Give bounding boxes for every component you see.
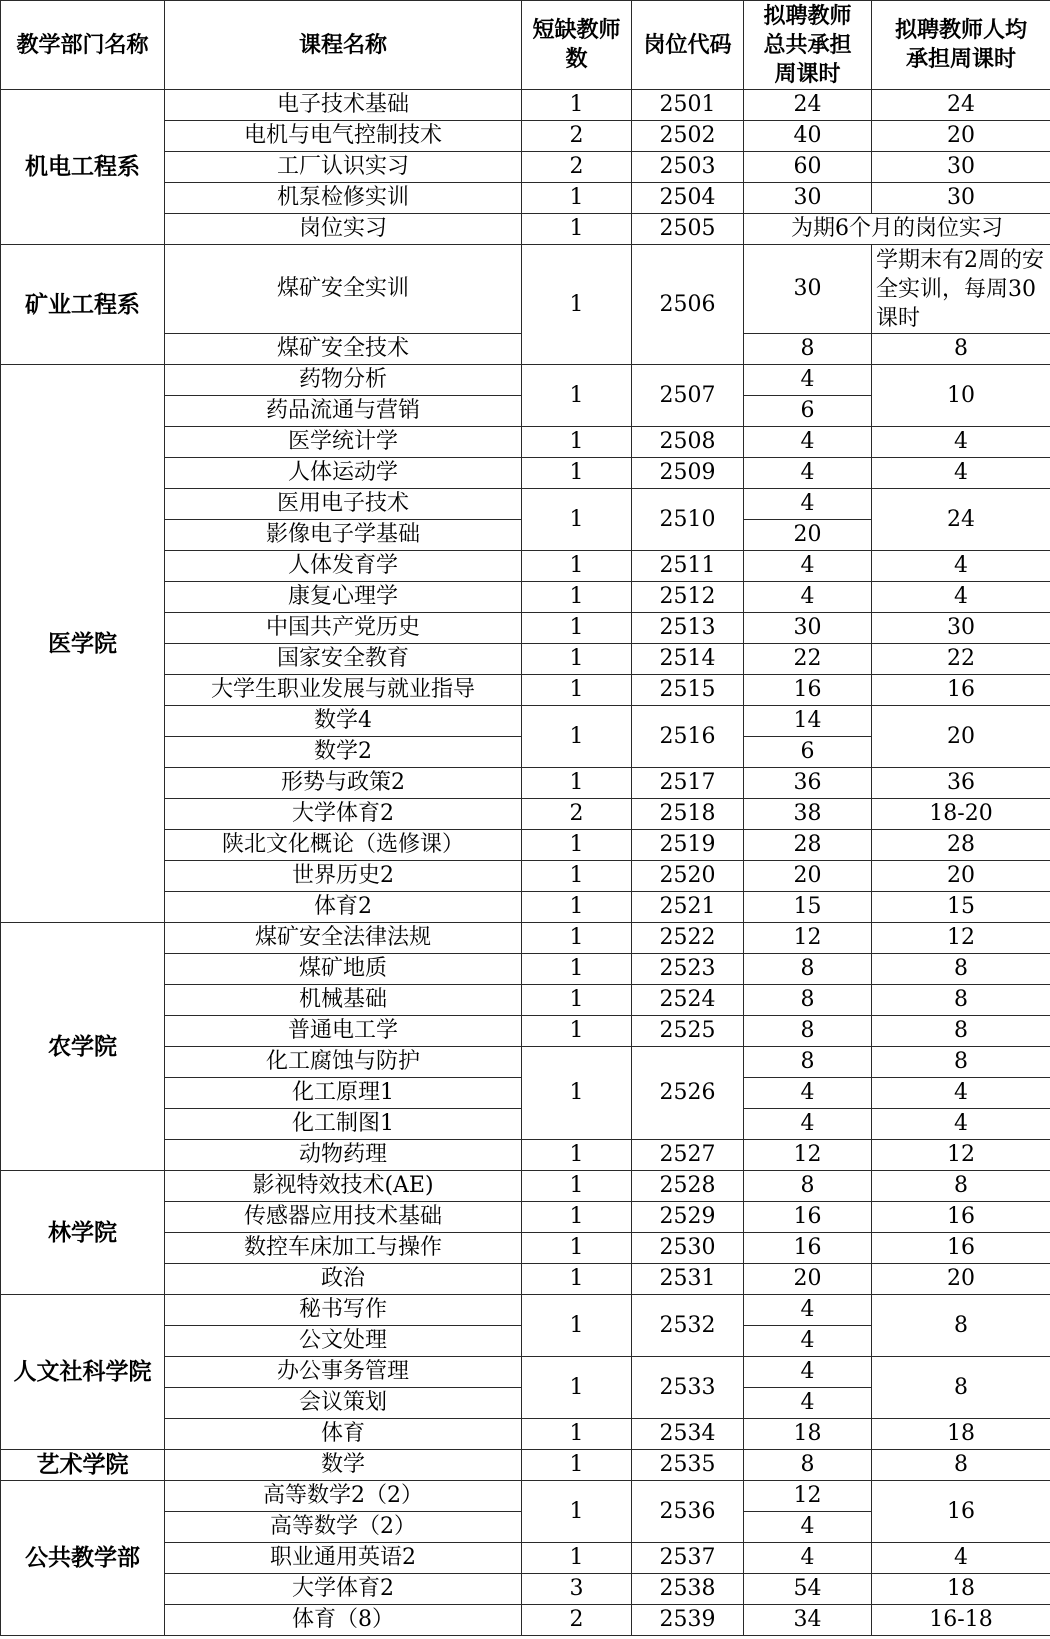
course-cell: 影像电子学基础 [165,520,522,551]
avg-hours-cell: 20 [872,121,1050,152]
total-hours-cell: 30 [744,183,872,214]
total-hours-cell: 4 [744,1295,872,1326]
course-cell: 化工腐蚀与防护 [165,1047,522,1078]
shortage-cell: 1 [522,551,632,582]
total-hours-cell: 8 [744,1450,872,1481]
shortage-cell: 1 [522,245,632,365]
course-cell: 中国共产党历史 [165,613,522,644]
total-hours-cell: 12 [744,1140,872,1171]
total-hours-cell: 4 [744,1109,872,1140]
code-cell: 2539 [632,1605,744,1636]
avg-hours-cell: 8 [872,954,1050,985]
code-cell: 2524 [632,985,744,1016]
shortage-cell: 1 [522,1295,632,1357]
shortage-cell: 1 [522,861,632,892]
code-cell: 2515 [632,675,744,706]
header-shortage: 短缺教师 数 [522,1,632,90]
code-cell: 2530 [632,1233,744,1264]
shortage-cell: 1 [522,90,632,121]
course-cell: 人体运动学 [165,458,522,489]
dept-cell: 农学院 [1,923,165,1171]
code-cell: 2520 [632,861,744,892]
total-hours-cell: 24 [744,90,872,121]
shortage-cell: 1 [522,1264,632,1295]
code-cell: 2535 [632,1450,744,1481]
table-row [1,1481,1050,1512]
avg-hours-cell: 16 [872,1481,1050,1543]
total-hours-cell: 8 [744,334,872,365]
code-cell: 2536 [632,1481,744,1543]
course-cell: 工厂认识实习 [165,152,522,183]
shortage-cell: 1 [522,183,632,214]
shortage-cell: 1 [522,830,632,861]
shortage-cell: 1 [522,675,632,706]
course-cell: 机械基础 [165,985,522,1016]
code-cell: 2522 [632,923,744,954]
code-cell: 2504 [632,183,744,214]
course-cell: 煤矿安全法律法规 [165,923,522,954]
total-hours-cell: 30 [744,613,872,644]
total-hours-cell: 4 [744,427,872,458]
shortage-cell: 1 [522,892,632,923]
avg-hours-cell: 4 [872,1109,1050,1140]
merged-hours-cell: 为期6个月的岗位实习 [744,214,1050,245]
avg-hours-cell: 18-20 [872,799,1050,830]
course-cell: 煤矿安全技术 [165,334,522,365]
header-dept: 教学部门名称 [1,1,165,90]
course-cell: 数学 [165,1450,522,1481]
avg-hours-cell: 4 [872,1543,1050,1574]
total-hours-cell: 40 [744,121,872,152]
course-cell: 煤矿安全实训 [165,245,522,334]
header-row [1,1,1050,90]
avg-hours-cell: 8 [872,985,1050,1016]
shortage-cell: 3 [522,1574,632,1605]
course-cell: 秘书写作 [165,1295,522,1326]
shortage-cell: 1 [522,582,632,613]
shortage-cell: 1 [522,768,632,799]
code-cell: 2519 [632,830,744,861]
course-cell: 普通电工学 [165,1016,522,1047]
code-cell: 2513 [632,613,744,644]
header-course: 课程名称 [165,1,522,90]
total-hours-cell: 12 [744,1481,872,1512]
dept-cell: 医学院 [1,365,165,923]
shortage-cell: 2 [522,152,632,183]
table-row [1,245,1050,334]
code-cell: 2514 [632,644,744,675]
total-hours-cell: 4 [744,1543,872,1574]
total-hours-cell: 16 [744,1202,872,1233]
course-cell: 药品流通与营销 [165,396,522,427]
total-hours-cell: 8 [744,1047,872,1078]
avg-hours-cell: 28 [872,830,1050,861]
table-row [1,90,1050,121]
course-cell: 形势与政策2 [165,768,522,799]
course-cell: 职业通用英语2 [165,1543,522,1574]
table-row [1,1171,1050,1202]
course-cell: 数学4 [165,706,522,737]
avg-hours-cell: 12 [872,1140,1050,1171]
course-cell: 国家安全教育 [165,644,522,675]
avg-hours-cell: 4 [872,582,1050,613]
avg-hours-cell: 16-18 [872,1605,1050,1636]
avg-hours-cell: 4 [872,458,1050,489]
shortage-cell: 1 [522,489,632,551]
course-cell: 大学体育2 [165,1574,522,1605]
avg-hours-cell: 4 [872,551,1050,582]
course-cell: 药物分析 [165,365,522,396]
dept-cell: 矿业工程系 [1,245,165,365]
course-cell: 体育2 [165,892,522,923]
code-cell: 2528 [632,1171,744,1202]
total-hours-cell: 34 [744,1605,872,1636]
shortage-cell: 2 [522,121,632,152]
code-cell: 2516 [632,706,744,768]
avg-hours-cell: 8 [872,1047,1050,1078]
code-cell: 2517 [632,768,744,799]
course-cell: 康复心理学 [165,582,522,613]
total-hours-cell: 14 [744,706,872,737]
avg-hours-cell: 8 [872,1016,1050,1047]
total-hours-cell: 15 [744,892,872,923]
shortage-cell: 1 [522,613,632,644]
shortage-cell: 2 [522,799,632,830]
code-cell: 2525 [632,1016,744,1047]
total-hours-cell: 36 [744,768,872,799]
course-cell: 高等数学2（2） [165,1481,522,1512]
shortage-cell: 1 [522,644,632,675]
total-hours-cell: 8 [744,985,872,1016]
total-hours-cell: 18 [744,1419,872,1450]
code-cell: 2534 [632,1419,744,1450]
avg-hours-cell: 16 [872,675,1050,706]
avg-hours-cell: 30 [872,152,1050,183]
total-hours-cell: 8 [744,1016,872,1047]
total-hours-cell: 28 [744,830,872,861]
course-cell: 大学体育2 [165,799,522,830]
code-cell: 2512 [632,582,744,613]
shortage-cell: 1 [522,706,632,768]
total-hours-cell: 12 [744,923,872,954]
shortage-cell: 1 [522,427,632,458]
course-cell: 数学2 [165,737,522,768]
shortage-cell: 1 [522,214,632,245]
shortage-cell: 2 [522,1605,632,1636]
code-cell: 2508 [632,427,744,458]
code-cell: 2507 [632,365,744,427]
avg-hours-cell: 20 [872,861,1050,892]
avg-hours-cell: 30 [872,613,1050,644]
total-hours-cell: 4 [744,365,872,396]
avg-hours-cell: 20 [872,706,1050,768]
course-cell: 高等数学（2） [165,1512,522,1543]
course-cell: 医学统计学 [165,427,522,458]
total-hours-cell: 4 [744,1357,872,1388]
table-row [1,365,1050,396]
avg-hours-cell: 4 [872,1078,1050,1109]
avg-hours-cell: 12 [872,923,1050,954]
code-cell: 2510 [632,489,744,551]
avg-hours-cell: 22 [872,644,1050,675]
total-hours-cell: 30 [744,245,872,334]
course-cell: 人体发育学 [165,551,522,582]
code-cell: 2521 [632,892,744,923]
total-hours-cell: 4 [744,458,872,489]
avg-hours-cell: 30 [872,183,1050,214]
course-cell: 化工制图1 [165,1109,522,1140]
shortage-cell: 1 [522,954,632,985]
avg-hours-cell: 8 [872,1357,1050,1419]
course-cell: 数控车床加工与操作 [165,1233,522,1264]
code-cell: 2529 [632,1202,744,1233]
total-hours-cell: 4 [744,1512,872,1543]
table-row [1,1450,1050,1481]
dept-cell: 林学院 [1,1171,165,1295]
total-hours-cell: 8 [744,1171,872,1202]
shortage-cell: 1 [522,365,632,427]
code-cell: 2527 [632,1140,744,1171]
header-code: 岗位代码 [632,1,744,90]
course-cell: 体育 [165,1419,522,1450]
total-hours-cell: 16 [744,1233,872,1264]
header-total: 拟聘教师 总共承担 周课时 [744,1,872,90]
dept-cell: 公共教学部 [1,1481,165,1636]
course-cell: 办公事务管理 [165,1357,522,1388]
course-cell: 陕北文化概论（选修课） [165,830,522,861]
total-hours-cell: 6 [744,737,872,768]
avg-hours-cell: 15 [872,892,1050,923]
total-hours-cell: 22 [744,644,872,675]
course-cell: 化工原理1 [165,1078,522,1109]
code-cell: 2537 [632,1543,744,1574]
course-cell: 政治 [165,1264,522,1295]
total-hours-cell: 20 [744,1264,872,1295]
total-hours-cell: 4 [744,489,872,520]
course-cell: 煤矿地质 [165,954,522,985]
shortage-cell: 1 [522,985,632,1016]
course-cell: 体育（8） [165,1605,522,1636]
code-cell: 2506 [632,245,744,365]
total-hours-cell: 20 [744,861,872,892]
total-hours-cell: 54 [744,1574,872,1605]
total-hours-cell: 4 [744,551,872,582]
avg-hours-cell: 8 [872,334,1050,365]
avg-hours-cell: 8 [872,1171,1050,1202]
course-cell: 会议策划 [165,1388,522,1419]
code-cell: 2501 [632,90,744,121]
code-cell: 2531 [632,1264,744,1295]
shortage-cell: 1 [522,1450,632,1481]
shortage-cell: 1 [522,1140,632,1171]
avg-hours-cell: 16 [872,1202,1050,1233]
course-cell: 医用电子技术 [165,489,522,520]
shortage-cell: 1 [522,1016,632,1047]
avg-hours-cell: 16 [872,1233,1050,1264]
header-avg: 拟聘教师人均 承担周课时 [872,1,1050,90]
avg-hours-cell: 36 [872,768,1050,799]
total-hours-cell: 4 [744,1078,872,1109]
course-cell: 公文处理 [165,1326,522,1357]
code-cell: 2503 [632,152,744,183]
code-cell: 2532 [632,1295,744,1357]
shortage-cell: 1 [522,1419,632,1450]
shortage-cell: 1 [522,1202,632,1233]
code-cell: 2509 [632,458,744,489]
avg-hours-cell: 18 [872,1419,1050,1450]
total-hours-cell: 20 [744,520,872,551]
avg-hours-cell: 10 [872,365,1050,427]
dept-cell: 机电工程系 [1,90,165,245]
shortage-cell: 1 [522,1481,632,1543]
course-cell: 电子技术基础 [165,90,522,121]
shortage-cell: 1 [522,1233,632,1264]
total-hours-cell: 4 [744,1388,872,1419]
avg-hours-cell: 4 [872,427,1050,458]
total-hours-cell: 4 [744,1326,872,1357]
avg-hours-cell: 8 [872,1450,1050,1481]
shortage-cell: 1 [522,1357,632,1419]
total-hours-cell: 38 [744,799,872,830]
shortage-cell: 1 [522,1171,632,1202]
course-cell: 大学生职业发展与就业指导 [165,675,522,706]
course-cell: 电机与电气控制技术 [165,121,522,152]
course-cell: 世界历史2 [165,861,522,892]
shortage-cell: 1 [522,458,632,489]
shortage-cell: 1 [522,1543,632,1574]
total-hours-cell: 4 [744,582,872,613]
avg-hours-cell: 8 [872,1295,1050,1357]
course-cell: 动物药理 [165,1140,522,1171]
table-row [1,1295,1050,1326]
code-cell: 2523 [632,954,744,985]
code-cell: 2533 [632,1357,744,1419]
total-hours-cell: 6 [744,396,872,427]
total-hours-cell: 60 [744,152,872,183]
course-cell: 岗位实习 [165,214,522,245]
total-hours-cell: 8 [744,954,872,985]
code-cell: 2505 [632,214,744,245]
avg-hours-cell: 学期末有2周的安全实训，每周30课时 [872,245,1050,334]
code-cell: 2538 [632,1574,744,1605]
code-cell: 2511 [632,551,744,582]
avg-hours-cell: 24 [872,90,1050,121]
shortage-cell: 1 [522,923,632,954]
dept-cell: 艺术学院 [1,1450,165,1481]
table-row [1,923,1050,954]
course-cell: 传感器应用技术基础 [165,1202,522,1233]
code-cell: 2526 [632,1047,744,1140]
course-cell: 影视特效技术(AE) [165,1171,522,1202]
avg-hours-cell: 18 [872,1574,1050,1605]
dept-cell: 人文社科学院 [1,1295,165,1450]
avg-hours-cell: 20 [872,1264,1050,1295]
total-hours-cell: 16 [744,675,872,706]
code-cell: 2518 [632,799,744,830]
avg-hours-cell: 24 [872,489,1050,551]
course-cell: 机泵检修实训 [165,183,522,214]
code-cell: 2502 [632,121,744,152]
shortage-cell: 1 [522,1047,632,1140]
